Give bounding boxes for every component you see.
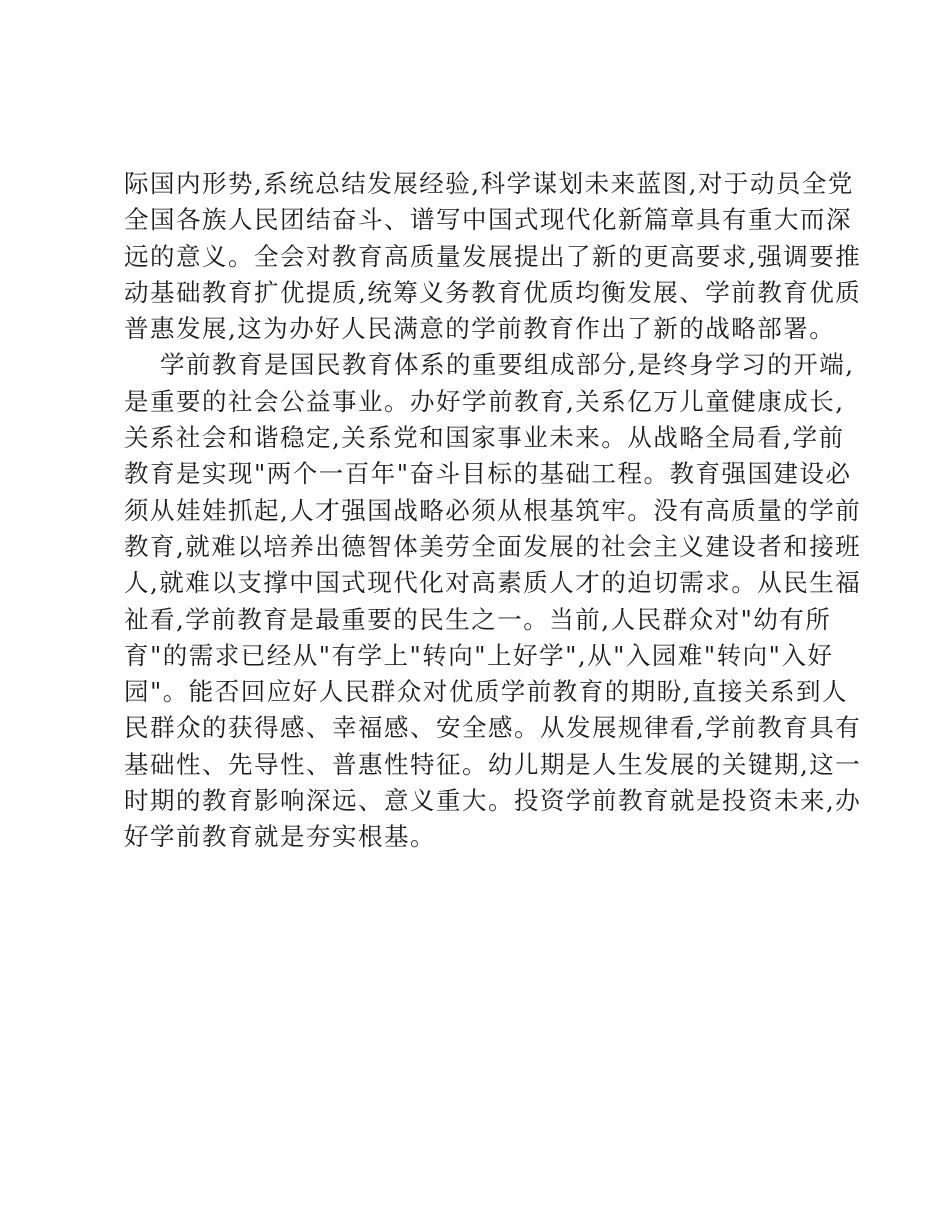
paragraph-2-line-13: 时期的教育影响深远、意义重大。投资学前教育就是投资未来,办 — [124, 786, 862, 816]
paragraph-2-line-10: 园"。能否回应好人民群众对优质学前教育的期盼,直接关系到人 — [124, 677, 849, 707]
paragraph-1-line-5: 普惠发展,这为办好人民满意的学前教育作出了新的战略部署。 — [124, 314, 836, 344]
paragraph-2-line-1: 学前教育是国民教育体系的重要组成部分,是终身学习的开端, — [160, 350, 855, 380]
body-text — [124, 166, 862, 856]
paragraph-2-line-14: 好学前教育就是夯实根基。 — [124, 822, 436, 852]
paragraph-2-line-6: 教育,就难以培养出德智体美劳全面发展的社会主义建设者和接班 — [124, 531, 862, 561]
paragraph-1-line-1: 际国内形势,系统总结发展经验,科学谋划未来蓝图,对于动员全党 — [124, 169, 854, 198]
paragraph-1-line-4: 动基础教育扩优提质,统筹义务教育优质均衡发展、学前教育优质 — [124, 277, 862, 307]
paragraph-2-line-9: 育"的需求已经从"有学上"转向"上好学",从"入园难"转向"入好 — [124, 640, 834, 670]
paragraph-2-line-5: 须从娃娃抓起,人才强国战略必须从根基筑牢。没有高质量的学前 — [124, 495, 862, 525]
paragraph-2-line-3: 关系社会和谐稳定,关系党和国家事业未来。从战略全局看,学前 — [124, 423, 845, 453]
paragraph-1-line-3: 远的意义。全会对教育高质量发展提出了新的更高要求,强调要推 — [124, 241, 862, 271]
paragraph-2-line-4: 教育是实现"两个一百年"奋斗目标的基础工程。教育强国建设必 — [124, 459, 852, 489]
paragraph-2-line-7: 人,就难以支撑中国式现代化对高素质人才的迫切需求。从民生福 — [124, 568, 862, 598]
paragraph-2-line-2: 是重要的社会公益事业。办好学前教育,关系亿万儿童健康成长, — [124, 386, 845, 416]
paragraph-2-line-11: 民群众的获得感、幸福感、安全感。从发展规律看,学前教育具有 — [124, 713, 862, 743]
paragraph-2-line-8: 祉看,学前教育是最重要的民生之一。当前,人民群众对"幼有所 — [124, 604, 832, 634]
paragraph-2-line-12: 基础性、先导性、普惠性特征。幼儿期是人生发展的关键期,这一 — [124, 749, 862, 779]
paragraph-1-line-2: 全国各族人民团结奋斗、谱写中国式现代化新篇章具有重大而深 — [124, 205, 852, 235]
